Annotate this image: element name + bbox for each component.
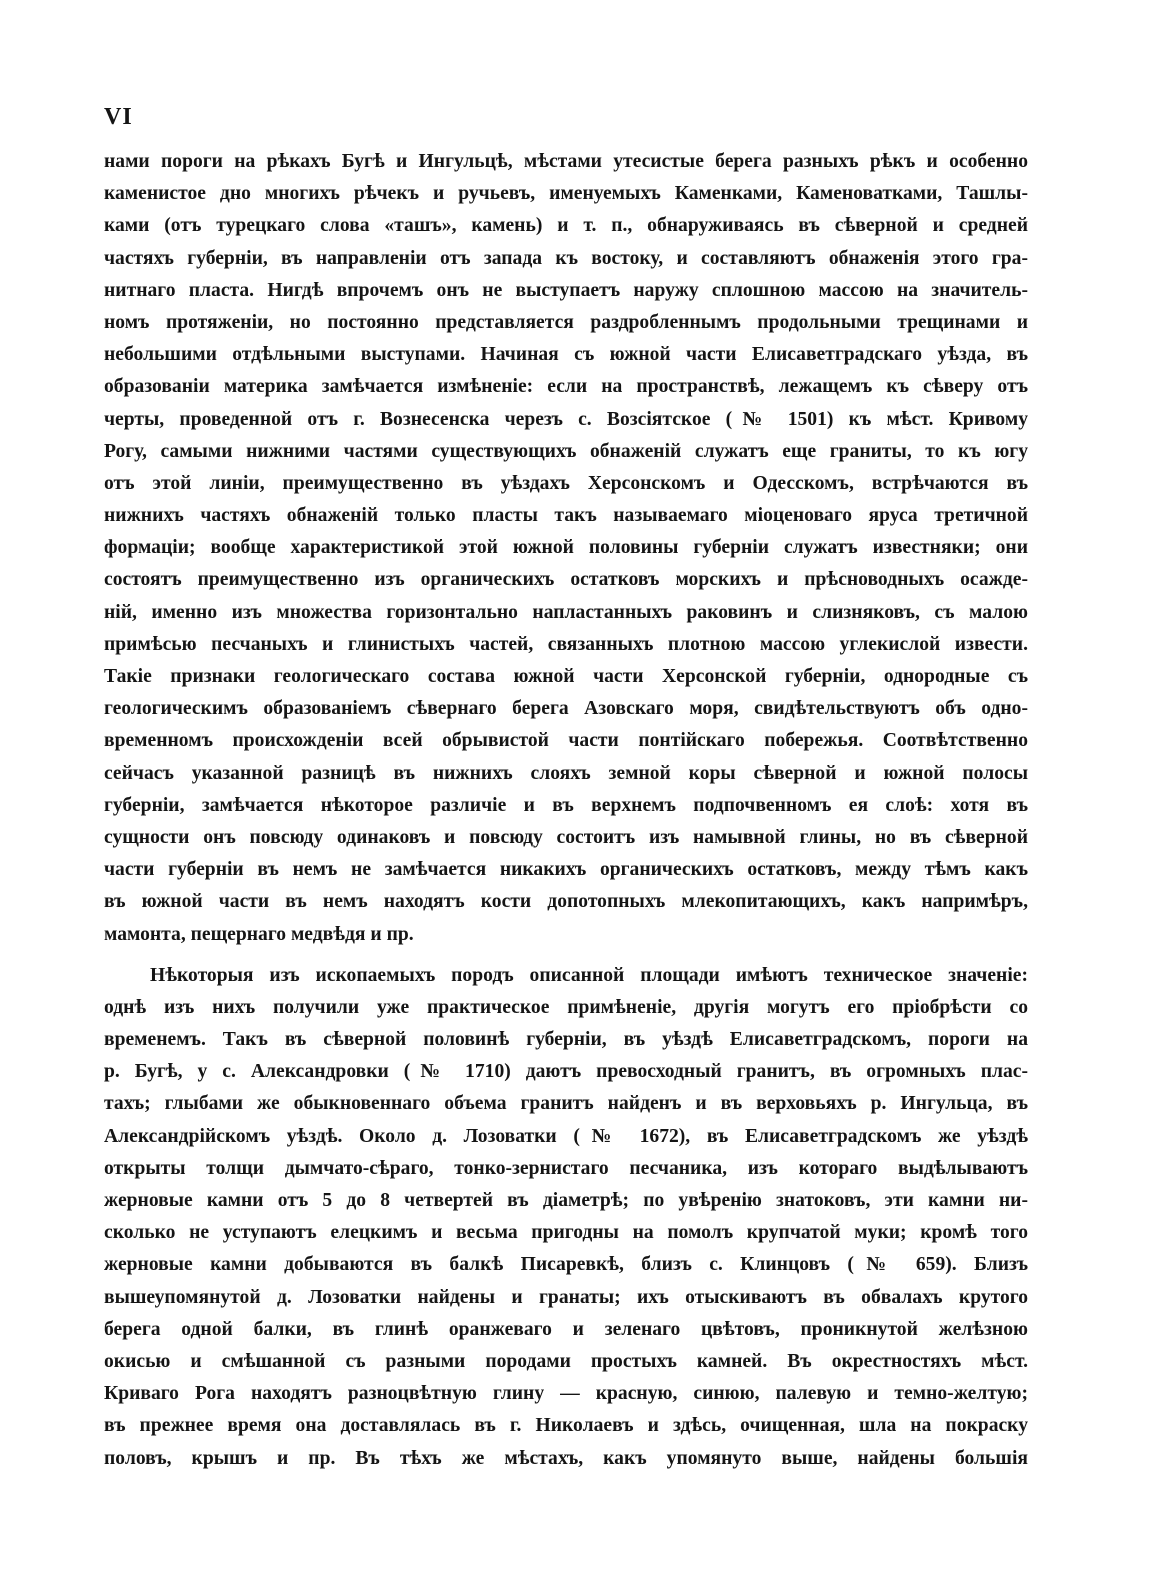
text-line: Такіе признаки геологическаго состава южной части Херсонской губерніи, однородные съ xyxy=(104,666,1028,687)
text-line: сущности онъ повсюду одинаковъ и повсюду состоитъ изъ намывной глины, но въ сѣверной xyxy=(104,826,1028,848)
text-line: тахъ; глыбами же обыкновеннаго объема гранитъ найденъ и въ верховьяхъ р. Ингульца, въ xyxy=(104,1093,1028,1115)
text-line: р. Бугѣ, у с. Александровки (№ 1710) даютъ превосходный гранитъ, въ огромныхъ плас- xyxy=(104,1061,1028,1083)
text-line: Криваго Рога находятъ разноцвѣтную глину — красную, синюю, палевую и темно-желтую; xyxy=(104,1383,1028,1405)
text-line: отъ этой линіи, преимущественно въ уѣздахъ Херсонскомъ и Одесскомъ, встрѣчаются въ xyxy=(104,472,1028,494)
text-line: части губерніи въ немъ не замѣчается никакихъ органическихъ остатковъ, между тѣмъ какъ xyxy=(104,859,1028,881)
text-line: половъ, крышъ и пр. Въ тѣхъ же мѣстахъ, какъ упомянуто выше, найдены большія xyxy=(104,1447,1028,1469)
page-number: VI xyxy=(104,104,133,130)
text-line: нижнихъ частяхъ обнаженій только пласты такъ называемаго міоценоваго яруса третичной xyxy=(104,505,1028,527)
text-line: Нѣкоторыя изъ ископаемыхъ породъ описанной площади имѣютъ техническое значеніе: xyxy=(150,964,1028,986)
text-line: сейчасъ указанной разницѣ въ нижнихъ слояхъ земной коры сѣверной и южной полосы xyxy=(104,762,1028,784)
paragraph xyxy=(104,960,1028,1475)
text-line: состоятъ преимущественно изъ органическихъ остатковъ морскихъ и прѣсноводныхъ осажде- xyxy=(104,569,1028,591)
text-line: въ южной части въ немъ находятъ кости допотопныхъ млекопитающихъ, какъ напримѣръ, xyxy=(104,891,1028,913)
text-line: мамонта, пещернаго медвѣдя и пр. xyxy=(104,923,414,945)
text-line: Александрійскомъ уѣздѣ. Около д. Лозоватки (№ 1672), въ Елисаветградскомъ же уѣздѣ xyxy=(104,1125,1028,1147)
text-line: вышеупомянутой д. Лозоватки найдены и гранаты; ихъ отыскиваютъ въ обвалахъ крутого xyxy=(104,1286,1028,1308)
text-line: нами пороги на рѣкахъ Бугѣ и Ингульцѣ, мѣстами утесистые берега разныхъ рѣкъ и особенно xyxy=(104,151,1028,172)
text-line: жерновые камни добываются въ балкѣ Писаревкѣ, близъ с. Клинцовъ (№ 659). Близъ xyxy=(104,1254,1028,1276)
text-line: временномъ происхожденіи всей обрывистой части понтійскаго побережья. Соотвѣтственно xyxy=(104,730,1028,752)
text-line: нитнаго пласта. Нигдѣ впрочемъ онъ не выступаетъ наружу сплошною массою на значитель- xyxy=(104,279,1028,301)
text-line: сколько не уступаютъ елецкимъ и весьма пригодны на помолъ крупчатой муки; кромѣ того xyxy=(104,1222,1028,1244)
text-line: каменистое дно многихъ рѣчекъ и ручьевъ, именуемыхъ Каменками, Каменоватками, Ташлы- xyxy=(104,183,1028,205)
text-line: однѣ изъ нихъ получили уже практическое примѣненіе, другія могутъ его пріобрѣсти со xyxy=(104,996,1028,1018)
text-line: Рогу, самыми нижними частями существующихъ обнаженій служатъ еще граниты, то къ югу xyxy=(104,440,1028,462)
text-line: геологическимъ образованіемъ сѣвернаго берега Азовскаго моря, свидѣтельствуютъ объ одно- xyxy=(104,698,1028,720)
text-line: формаціи; вообще характеристикой этой южной половины губерніи служатъ известняки; они xyxy=(104,537,1028,559)
text-line: въ прежнее время она доставлялась въ г. Николаевъ и здѣсь, очищенная, шла на покраску xyxy=(104,1415,1028,1437)
text-line: черты, проведенной отъ г. Вознесенска черезъ с. Возсіятское (№ 1501) къ мѣст. Кривому xyxy=(104,408,1028,430)
text-line: примѣсью песчаныхъ и глинистыхъ частей, связанныхъ плотною массою углекислой извести. xyxy=(104,633,1028,655)
text-line: образованіи материка замѣчается измѣненіе: если на пространствѣ, лежащемъ къ сѣверу отъ xyxy=(104,376,1028,398)
text-line: губерніи, замѣчается нѣкоторое различіе и въ верхнемъ подпочвенномъ ея слоѣ: хотя въ xyxy=(104,794,1028,816)
text-line: жерновые камни отъ 5 до 8 четвертей въ діаметрѣ; по увѣренію знатоковъ, эти камни ни- xyxy=(104,1190,1028,1211)
body-text xyxy=(104,146,1028,1475)
text-line: небольшими отдѣльными выступами. Начиная съ южной части Елисаветградскаго уѣзда, въ xyxy=(104,344,1028,366)
text-line: временемъ. Такъ въ сѣверной половинѣ губерніи, въ уѣздѣ Елисаветградскомъ, пороги на xyxy=(104,1029,1028,1051)
paragraph xyxy=(104,146,1028,951)
text-line: окисью и смѣшанной съ разными породами простыхъ камней. Въ окрестностяхъ мѣст. xyxy=(104,1350,1028,1372)
text-line: ній, именно изъ множества горизонтально напластанныхъ раковинъ и слизняковъ, съ малою xyxy=(104,601,1028,623)
text-line: берега одной балки, въ глинѣ оранжеваго и зеленаго цвѣтовъ, проникнутой желѣзною xyxy=(104,1318,1028,1340)
text-line: частяхъ губерніи, въ направленіи отъ запада къ востоку, и составляютъ обнаженія этого гра- xyxy=(104,247,1028,269)
text-line: ками (отъ турецкаго слова «ташъ», камень) и т. п., обнаруживаясь въ сѣверной и средней xyxy=(104,215,1028,237)
text-line: номъ протяженіи, но постоянно представляется раздробленнымъ продольными трещинами и xyxy=(104,311,1028,333)
paragraph-gap xyxy=(104,951,1028,960)
text-line: открыты толщи дымчато-сѣраго, тонко-зернистаго песчаника, изъ котораго выдѣлываютъ xyxy=(104,1157,1028,1179)
